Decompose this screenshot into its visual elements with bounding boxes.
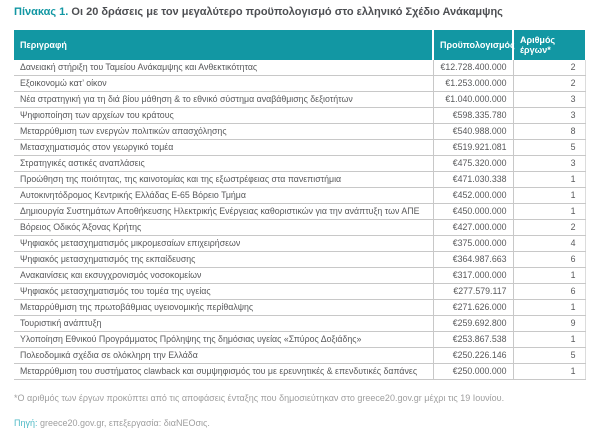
table-caption-label: Πίνακας 1. — [14, 6, 69, 18]
cell-budget: €540.988.000 — [433, 124, 513, 140]
cell-projects: 2 — [513, 76, 585, 92]
source-line — [14, 418, 585, 428]
cell-projects: 1 — [513, 204, 585, 220]
column-header-projects: Αριθμός έργων* — [513, 30, 585, 60]
table-row — [14, 172, 585, 188]
cell-budget: €12.728.400.000 — [433, 60, 513, 76]
table-row — [14, 108, 585, 124]
table-row — [14, 76, 585, 92]
cell-description: Δημιουργία Συστημάτων Αποθήκευσης Ηλεκτρικής Ενέργειας καθοριστικών για την ανάπτυξη των ΑΠΕ — [14, 204, 433, 220]
table-row — [14, 204, 585, 220]
cell-budget: €450.000.000 — [433, 204, 513, 220]
cell-budget: €452.000.000 — [433, 188, 513, 204]
cell-description: Εξοικονομώ κατ’ οίκον — [14, 76, 433, 92]
cell-budget: €277.579.117 — [433, 284, 513, 300]
cell-projects: 1 — [513, 172, 585, 188]
table-row — [14, 140, 585, 156]
table-row — [14, 332, 585, 348]
cell-description: Αυτοκινητόδρομος Κεντρικής Ελλάδας Ε-65 Βόρειο Τμήμα — [14, 188, 433, 204]
cell-projects: 3 — [513, 156, 585, 172]
table-row — [14, 300, 585, 316]
cell-description: Ψηφιοποίηση των αρχείων του κράτους — [14, 108, 433, 124]
table-row — [14, 236, 585, 252]
table-row — [14, 284, 585, 300]
cell-description: Μεταρρύθμιση του συστήματος clawback και συμψηφισμός του με ερευνητικές & επενδυτικές δαπάνες — [14, 364, 433, 380]
cell-description: Δανειακή στήριξη του Ταμείου Ανάκαμψης και Ανθεκτικότητας — [14, 60, 433, 76]
cell-description: Βόρειος Οδικός Άξονας Κρήτης — [14, 220, 433, 236]
cell-projects: 6 — [513, 252, 585, 268]
cell-description: Ψηφιακός μετασχηματισμός του τομέα της υγείας — [14, 284, 433, 300]
cell-projects: 9 — [513, 316, 585, 332]
table-caption — [14, 6, 585, 20]
cell-budget: €253.867.538 — [433, 332, 513, 348]
cell-projects: 3 — [513, 108, 585, 124]
cell-budget: €427.000.000 — [433, 220, 513, 236]
cell-projects: 2 — [513, 220, 585, 236]
source-text: greece20.gov.gr, επεξεργασία: διαΝΕΟσις. — [37, 417, 210, 428]
table-header — [14, 30, 585, 60]
cell-description: Ψηφιακός μετασχηματισμός μικρομεσαίων επιχειρήσεων — [14, 236, 433, 252]
cell-budget: €271.626.000 — [433, 300, 513, 316]
table-header-row — [14, 30, 585, 60]
cell-description: Μεταρρύθμιση της πρωτοβάθμιας υγειονομικής περίθαλψης — [14, 300, 433, 316]
table-row — [14, 124, 585, 140]
cell-projects: 1 — [513, 300, 585, 316]
table-row — [14, 316, 585, 332]
cell-projects: 1 — [513, 188, 585, 204]
footnote: *Ο αριθμός των έργων προκύπτει από τις αποφάσεις ένταξης που δημοσιεύτηκαν στο greece20.gov.gr μέχρι τις 19 Ιουνίου. — [14, 393, 505, 404]
cell-projects: 2 — [513, 60, 585, 76]
column-header-budget: Προϋπολογισμός — [433, 30, 513, 60]
cell-budget: €1.040.000.000 — [433, 92, 513, 108]
cell-projects: 8 — [513, 124, 585, 140]
cell-projects: 5 — [513, 348, 585, 364]
table-row — [14, 220, 585, 236]
cell-description: Ανακαινίσεις και εκσυγχρονισμός νοσοκομείων — [14, 268, 433, 284]
cell-description: Στρατηγικές αστικές αναπλάσεις — [14, 156, 433, 172]
cell-budget: €375.000.000 — [433, 236, 513, 252]
cell-projects: 1 — [513, 268, 585, 284]
cell-description: Νέα στρατηγική για τη διά βίου μάθηση & το εθνικό σύστημα αναβάθμισης δεξιοτήτων — [14, 92, 433, 108]
cell-projects: 6 — [513, 284, 585, 300]
table-caption-text: Οι 20 δράσεις με τον μεγαλύτερο προϋπολογισμό στο ελληνικό Σχέδιο Ανάκαμψης — [68, 6, 503, 18]
budget-table — [14, 30, 586, 381]
cell-description: Τουριστική ανάπτυξη — [14, 316, 433, 332]
cell-description: Μετασχηματισμός στον γεωργικό τομέα — [14, 140, 433, 156]
cell-budget: €519.921.081 — [433, 140, 513, 156]
cell-budget: €471.030.338 — [433, 172, 513, 188]
table-row — [14, 60, 585, 76]
cell-budget: €475.320.000 — [433, 156, 513, 172]
cell-description: Πολεοδομικά σχέδια σε ολόκληρη την Ελλάδα — [14, 348, 433, 364]
cell-projects: 4 — [513, 236, 585, 252]
table-row — [14, 364, 585, 380]
table-body — [14, 60, 585, 380]
cell-budget: €1.253.000.000 — [433, 76, 513, 92]
column-header-description: Περιγραφή — [14, 30, 433, 60]
cell-budget: €250.226.146 — [433, 348, 513, 364]
table-row — [14, 252, 585, 268]
cell-budget: €317.000.000 — [433, 268, 513, 284]
cell-budget: €364.987.663 — [433, 252, 513, 268]
cell-description: Υλοποίηση Εθνικού Προγράμματος Πρόληψης της δημόσιας υγείας «Σπύρος Δοξιάδης» — [14, 332, 433, 348]
cell-budget: €250.000.000 — [433, 364, 513, 380]
source-label: Πηγή: — [14, 417, 38, 428]
cell-projects: 3 — [513, 92, 585, 108]
table-row — [14, 188, 585, 204]
table-row — [14, 348, 585, 364]
cell-description: Ψηφιακός μετασχηματισμός της εκπαίδευσης — [14, 252, 433, 268]
table-row — [14, 92, 585, 108]
cell-description: Προώθηση της ποιότητας, της καινοτομίας και της εξωστρέφειας στα πανεπιστήμια — [14, 172, 433, 188]
table-row — [14, 156, 585, 172]
cell-projects: 1 — [513, 332, 585, 348]
table-row — [14, 268, 585, 284]
cell-projects: 5 — [513, 140, 585, 156]
cell-budget: €598.335.780 — [433, 108, 513, 124]
cell-description: Μεταρρύθμιση των ενεργών πολιτικών απασχόλησης — [14, 124, 433, 140]
cell-budget: €259.692.800 — [433, 316, 513, 332]
cell-projects: 1 — [513, 364, 585, 380]
